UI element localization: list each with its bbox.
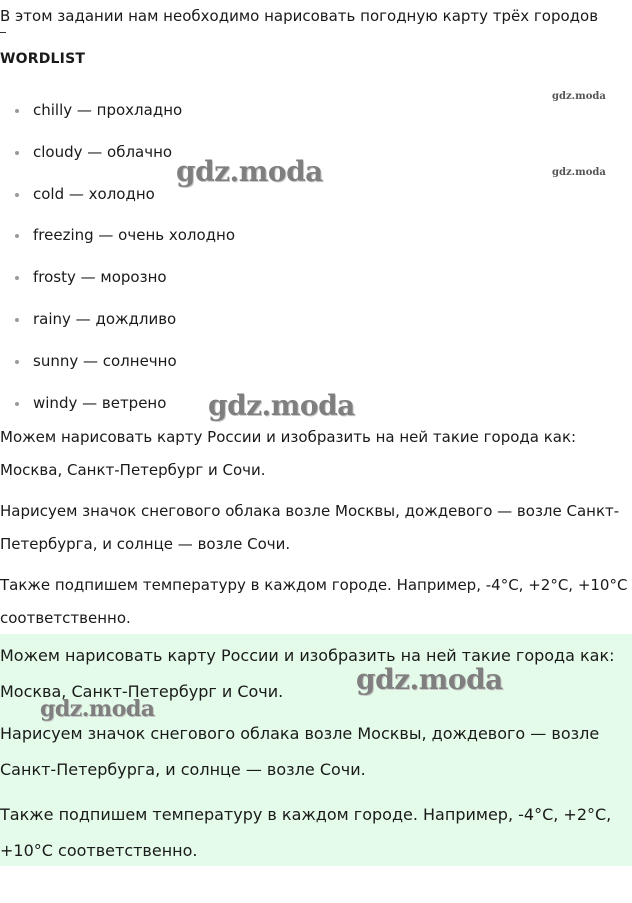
list-item xyxy=(0,132,235,174)
list-item xyxy=(0,257,235,299)
dash-divider xyxy=(0,32,6,33)
wordlist-item-text: chilly — прохладно xyxy=(33,101,183,119)
watermark-logo: gdz.moda xyxy=(208,389,355,422)
watermark-logo: gdz.moda xyxy=(552,167,606,178)
highlight-paragraph-temperature: Также подпишем температуру в каждом городе. Например, -4°C, +2°C, +10°C соответственно. xyxy=(0,805,612,860)
list-item xyxy=(0,383,235,425)
wordlist-item-text: rainy — дождливо xyxy=(33,309,177,328)
bullet-icon xyxy=(15,151,19,155)
paragraph-temperature: Также подпишем температуру в каждом городе. Например, -4°C, +2°C, +10°C соответственно. xyxy=(0,576,628,627)
list-item xyxy=(0,174,235,216)
bullet-icon xyxy=(15,402,19,406)
wordlist-item-text: frosty — морозно xyxy=(33,268,167,287)
wordlist-item-text: windy — ветрено xyxy=(33,393,167,412)
watermark-logo: gdz.moda xyxy=(176,155,323,188)
highlight-paragraph-map: Можем нарисовать карту России и изобразить на ней такие города как: Москва, Санкт-Петербург и Сочи. xyxy=(0,646,615,701)
list-item xyxy=(0,341,235,383)
bullet-icon xyxy=(15,318,19,322)
wordlist xyxy=(0,90,235,424)
wordlist-item-text: freezing — очень холодно xyxy=(33,226,236,245)
bullet-icon xyxy=(15,360,19,364)
list-item xyxy=(0,90,235,132)
watermark-logo: gdz.moda xyxy=(40,696,155,722)
wordlist-heading: WORDLIST xyxy=(0,51,86,67)
watermark-logo: gdz.moda xyxy=(356,663,503,696)
paragraph-map: Можем нарисовать карту России и изобразить на ней такие города как: Москва, Санкт-Петербург и Сочи. xyxy=(0,428,577,479)
wordlist-item-text: cold — холодно xyxy=(33,184,155,203)
list-item xyxy=(0,215,235,257)
bullet-icon xyxy=(15,193,19,197)
highlight-paragraph-icons: Нарисуем значок снегового облака возле Москвы, дождевого — возле Санкт-Петербурга, и солнце — возле Сочи. xyxy=(0,724,600,779)
intro-text: В этом задании нам необходимо нарисовать погодную карту трёх городов xyxy=(0,7,599,25)
list-item xyxy=(0,299,235,341)
wordlist-item-text: sunny — солнечно xyxy=(33,351,177,370)
bullet-icon xyxy=(15,276,19,280)
bullet-icon xyxy=(15,109,19,113)
wordlist-item-text: cloudy — облачно xyxy=(33,142,173,161)
paragraph-icons: Нарисуем значок снегового облака возле Москвы, дождевого — возле Санкт-Петербурга, и солнце — возле Сочи. xyxy=(0,502,620,553)
watermark-logo: gdz.moda xyxy=(552,91,606,102)
bullet-icon xyxy=(15,234,19,238)
